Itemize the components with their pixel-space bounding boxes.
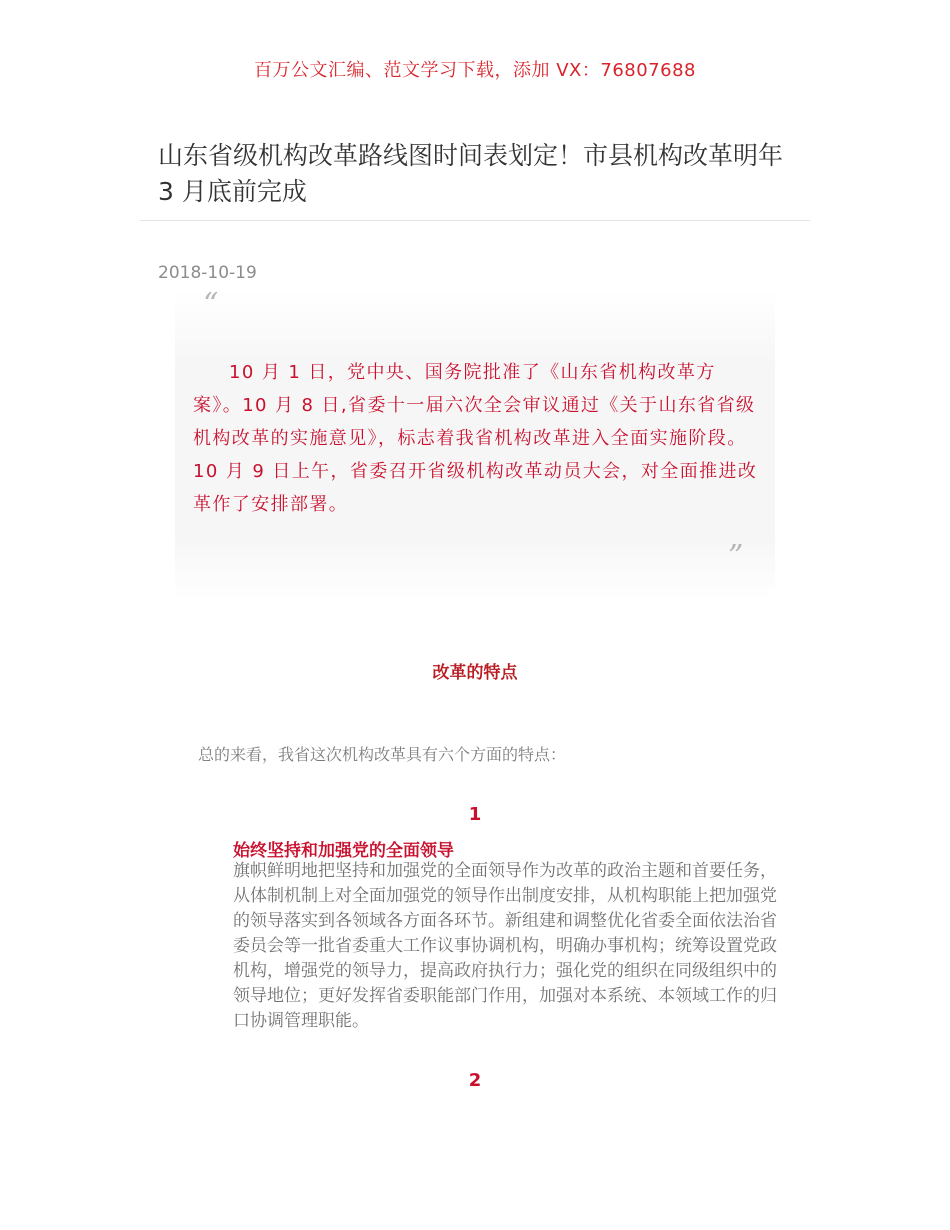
watermark-banner: 百万公文汇编、范文学习下载，添加 VX：76807688 (254, 60, 696, 81)
section-intro: 总的来看，我省这次机构改革具有六个方面的特点： (198, 745, 567, 764)
close-quote-icon: ” (728, 539, 744, 574)
feature-body: 旗帜鲜明地把坚持和加强党的全面领导作为改革的政治主题和首要任务，从体制机制上对全面加强党的领导作出制度安排，从机构职能上把加强党的领导落实到各领域各方面各环节。新组建和调整优化省委全面依法治省委员会等一批省委重大工作议事协调机构，明确办事机构；统筹设置党政机构，增强党的领导力，提高政府执行力；强化党的组织在同级组织中的领导地位；更好发挥省委职能部门作用，加强对本系统、本领域工作的归口协调管理职能。 (233, 861, 777, 1031)
feature-number: 1 (468, 804, 482, 825)
quote-text: 10 月 1 日，党中央、国务院批准了《山东省机构改革方案》。10 月 8 日,省委十一届六次全会审议通过《关于山东省省级机构改革的实施意见》，标志着我省机构改革进入全面实施阶段。10 月 9 日上午，省委召开省级机构改革动员大会，对全面推进改革作了安排部署。 (193, 362, 758, 515)
open-quote-icon: “ (203, 287, 219, 322)
article-title: 山东省级机构改革路线图时间表划定！市县机构改革明年 3 月底前完成 (158, 141, 784, 206)
feature-title: 始终坚持和加强党的全面领导 (233, 841, 454, 861)
publish-date: 2018-10-19 (158, 263, 257, 283)
blockquote (175, 287, 775, 600)
feature-number: 2 (468, 1070, 482, 1091)
section-heading: 改革的特点 (432, 663, 518, 683)
title-divider (140, 220, 810, 221)
